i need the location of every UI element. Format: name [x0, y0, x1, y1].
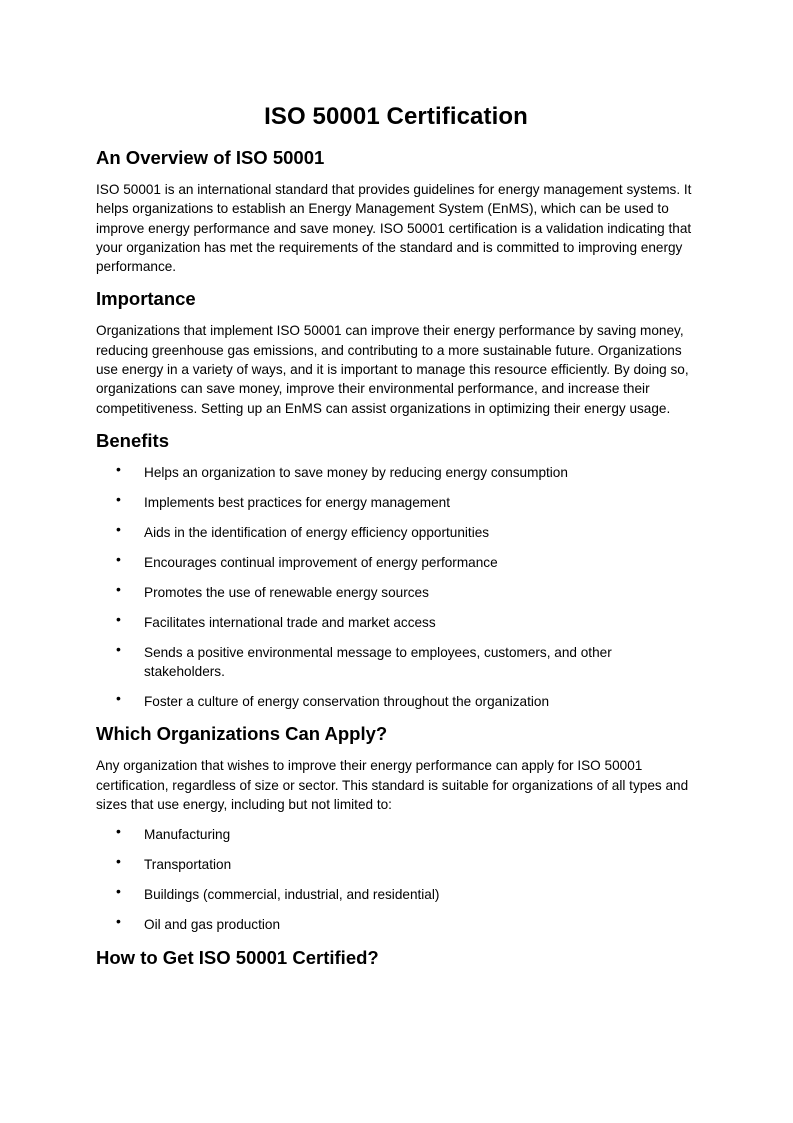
bullet-icon: •: [116, 883, 121, 900]
bullet-icon: •: [116, 580, 121, 597]
list-item-text: Aids in the identification of energy efficiency opportunities: [144, 524, 490, 540]
list-item: [96, 550, 696, 572]
list-item: [96, 520, 696, 542]
overview-paragraph: ISO 50001 is an international standard that provides guidelines for energy management systems. It helps organizations to establish an Energy Management System (EnMS), which can be used to improve energy performance and save money. ISO 50001 certification is a validation indicating that your organization has met the requirements of the standard and is committed to improving energy performance.: [96, 182, 692, 275]
list-item-text: Manufacturing: [144, 827, 231, 843]
bullet-icon: •: [116, 460, 121, 477]
organization-types-list: [96, 825, 696, 934]
bullet-icon: •: [116, 853, 121, 870]
section-heading-overview: An Overview of ISO 50001: [96, 147, 325, 168]
document-title: ISO 50001 Certification: [264, 103, 528, 130]
bullet-icon: •: [116, 823, 121, 840]
list-item: [96, 915, 696, 934]
list-item-text: Implements best practices for energy management: [144, 494, 451, 510]
list-item: [96, 855, 696, 874]
list-item: [96, 580, 696, 602]
list-item-text: Buildings (commercial, industrial, and residential): [144, 887, 440, 903]
document-page: [96, 100, 696, 980]
bullet-icon: •: [116, 490, 121, 507]
section-heading-how-to-certify: How to Get ISO 50001 Certified?: [96, 946, 379, 968]
list-item: [96, 825, 696, 844]
benefits-list: [96, 460, 696, 711]
bullet-icon: •: [116, 610, 121, 627]
bullet-icon: •: [116, 640, 121, 657]
list-item-text: Sends a positive environmental message to employees, customers, and other stakeholders.: [144, 644, 612, 680]
list-item-text: Facilitates international trade and market access: [144, 614, 436, 630]
list-item-text: Helps an organization to save money by reducing energy consumption: [144, 464, 568, 480]
section-heading-importance: Importance: [96, 288, 196, 310]
list-item: [96, 885, 696, 904]
list-item-text: Encourages continual improvement of energy performance: [144, 554, 498, 570]
list-item: [96, 460, 696, 482]
bullet-icon: •: [116, 690, 121, 707]
bullet-icon: •: [116, 550, 121, 567]
list-item: [96, 692, 696, 711]
list-item-text: Promotes the use of renewable energy sources: [144, 584, 429, 600]
who-can-apply-paragraph: Any organization that wishes to improve their energy performance can apply for ISO 50001 certification, regardless of size or sector. This standard is suitable for organizations of all types and sizes that use energy, including but not limited to:: [96, 758, 689, 813]
bullet-icon: •: [116, 520, 121, 537]
list-item: [96, 640, 614, 682]
importance-paragraph: Organizations that implement ISO 50001 can improve their energy performance by saving money, reducing greenhouse gas emissions, and contributing to a more sustainable future. Organizations use energy in a variety of ways, and it is important to manage this resource efficiently. By doing so, organizations can save money, improve their environmental performance, and increase their competitiveness. Setting up an EnMS can assist organizations in optimizing their energy usage.: [96, 323, 689, 416]
list-item: [96, 490, 696, 512]
bullet-icon: •: [116, 913, 121, 930]
list-item-text: Foster a culture of energy conservation throughout the organization: [144, 694, 550, 710]
list-item-text: Oil and gas production: [144, 917, 281, 933]
list-item-text: Transportation: [144, 857, 232, 873]
list-item: [96, 610, 696, 632]
section-heading-who-can-apply: Which Organizations Can Apply?: [96, 723, 388, 745]
section-heading-benefits: Benefits: [96, 429, 169, 451]
